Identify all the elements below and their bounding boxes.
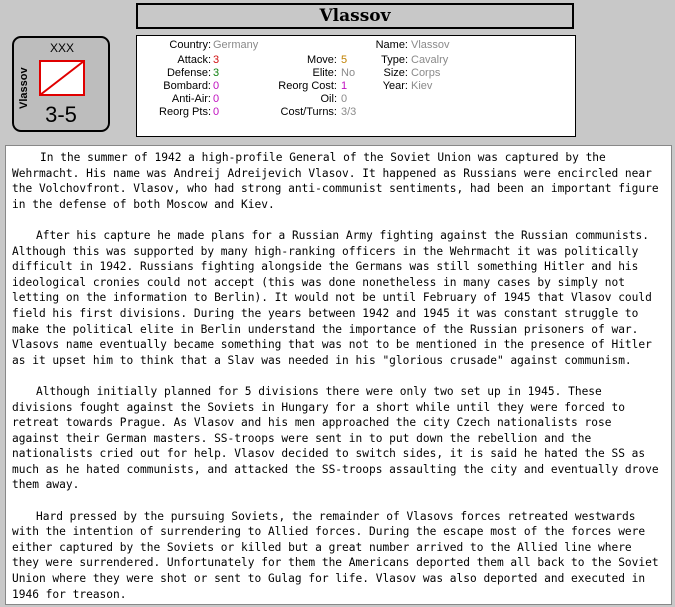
size-label: Size: [383,67,408,79]
antiair-label: Anti-Air: [171,93,211,105]
unit-title: Vlassov [136,3,574,29]
attack-value: 3 [213,54,220,66]
bombard-value: 0 [213,80,220,92]
unit-counter-name: Vlassov [18,67,30,109]
move-value: 5 [341,54,348,66]
description-paragraph: After his capture he made plans for a Russian Army fighting against the Russian communists. Although this was supported by many high-ranking officers in the Wehrmacht it was politically difficult in 1942. Russians fighting alongside the Germans was still something Hitler and his ideological cronies could not accept (this was done nonetheless in many cases by simply not letting on the information to Berlin). It would not be until February of 1945 that Vlasov could field his first divisions. During the years between 1942 and 1945 it was constant struggle to make the political elite in Berlin understand the importance of the Russian prisoners of war. Vlasovs name eventually became something that was not to be mentioned in the presence of Hitler as it upset him to think that a Slav was needed in his "glorious crusade" against communism. [12,228,652,367]
type-label: Type: [381,54,408,66]
description-paragraph: In the summer of 1942 a high-profile General of the Soviet Union was captured by the Wehrmacht. His name was Andreij Adreijevich Vlasov. It happened as Russians were encircled near the Volchovfront. Vlasov, who had strong anti-communist sentiments, had been an important figure in the defense of both Moscow and Kiev. [12,151,659,211]
size-value: Corps [411,67,441,79]
cavalry-icon [39,60,85,96]
attack-label: Attack: [177,54,211,66]
unit-description[interactable] [5,145,672,605]
reorg-cost-label: Reorg Cost: [278,80,337,92]
type-value: Cavalry [411,54,449,66]
cost-turns-value: 3/3 [341,106,357,118]
elite-label: Elite: [312,67,337,79]
country-value: Germany [213,39,259,51]
elite-value: No [341,67,356,79]
move-label: Move: [307,54,337,66]
cost-turns-label: Cost/Turns: [280,106,337,118]
bombard-label: Bombard: [163,80,211,92]
oil-label: Oil: [320,93,337,105]
reorg-pts-value: 0 [213,106,220,118]
unit-counter [12,36,110,132]
antiair-value: 0 [213,93,220,105]
unit-stats-panel [136,35,576,137]
defense-label: Defense: [166,67,211,79]
year-label: Year: [382,80,408,92]
description-paragraph: Although initially planned for 5 divisions there were only two set up in 1945. These divisions fought against the Soviets in Hungary for a short while until they were forced to retreat towards Prague. As Vlasov and his men approached the city Czech nationalists rose against their German masters. SS-troops were sent in to put down the rebellion and the nationalists cried out for help. Vlasov decided to switch sides, it is said he hated the SS as much as he hated communists, and attacked the SS-troops assaulting the city and eventually drove them away. [12,384,659,492]
reorg-pts-label: Reorg Pts: [159,106,211,118]
year-value: Kiev [411,80,433,92]
defense-value: 3 [213,67,220,79]
oil-value: 0 [341,93,348,105]
description-paragraph: Hard pressed by the pursuing Soviets, the remainder of Vlasovs forces retreated westwards with the intention of surrendering to Allied forces. During the escape most of the forces were either captured by the Soviets or killed but a great number arrived to the Allied line where they were surrendered. Unfortunately for them the Americans deported them all back to the Soviet Union where they were shot or sent to Gulag for life. Vlasov was also deported and executed in 1946 for treason. [12,509,659,601]
unit-size-label: XXX [50,41,75,55]
name-label: Name: [375,39,408,51]
country-label: Country: [169,39,211,51]
unit-strength: 3-5 [45,102,77,127]
name-value: Vlassov [411,39,450,51]
reorg-cost-value: 1 [341,80,348,92]
